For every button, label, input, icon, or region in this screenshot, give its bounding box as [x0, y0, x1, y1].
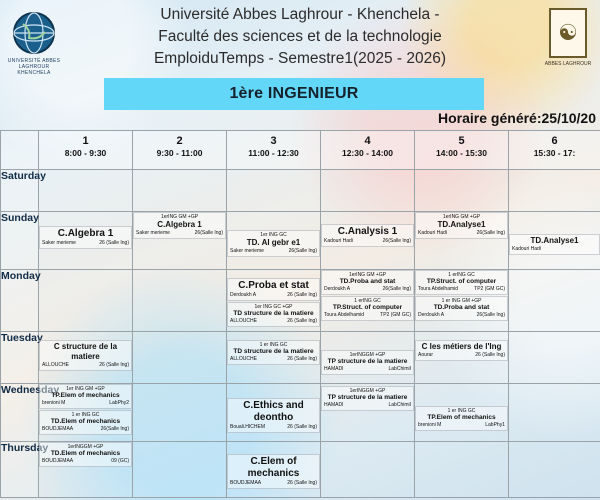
- event-block[interactable]: [415, 340, 508, 361]
- cell-sunday-4[interactable]: [321, 212, 415, 270]
- event-group: 1er ING GM +GP: [66, 386, 105, 392]
- event-block[interactable]: [227, 302, 320, 327]
- cell-tuesday-4[interactable]: [321, 332, 415, 384]
- event-teacher: brenioni M: [418, 422, 442, 428]
- event-teacher: Derdoukh A: [418, 312, 445, 318]
- event-teacher: HAMADI: [324, 366, 344, 372]
- event-room: 26(Salle Ing): [476, 230, 505, 236]
- event-room: 26(Salle Ing): [194, 230, 223, 236]
- title-line-3: EmploiduTemps - Semestre1(2025 - 2026): [153, 50, 447, 67]
- column-number: 1: [82, 135, 89, 147]
- event-teacher: Saker merieme: [136, 230, 170, 236]
- event-block[interactable]: [39, 340, 132, 371]
- event-block[interactable]: [321, 270, 414, 295]
- event-teacher: Toura Abdelhamid: [324, 312, 365, 318]
- cell-wednesday-5[interactable]: [415, 384, 509, 442]
- event-group: 1erINGGM +GP: [349, 388, 386, 394]
- event-title: C les métiers de l'Ing: [421, 342, 502, 351]
- cell-wednesday-1[interactable]: [39, 384, 133, 442]
- event-title: C.Ethics and deontho: [243, 400, 304, 423]
- event-room: 26 (Salle Ing): [287, 424, 317, 430]
- level-banner-label: 1ère INGENIEUR: [229, 85, 359, 102]
- event-group: 1erINGGM +GP: [67, 444, 104, 450]
- column-number: 2: [176, 135, 183, 147]
- event-teacher: Kadouri Hadi: [512, 246, 541, 252]
- event-teacher: brenioni M: [42, 400, 66, 406]
- event-group: 1er ING GC: [260, 232, 287, 238]
- event-block[interactable]: [227, 398, 320, 433]
- event-block[interactable]: [39, 442, 132, 467]
- event-teacher: Saker merieme: [230, 248, 264, 254]
- event-title: C.Analysis 1: [337, 226, 398, 237]
- crest-icon: ☯: [549, 8, 587, 58]
- cell-monday-6[interactable]: [509, 270, 600, 332]
- event-title: TD.Analyse1: [530, 236, 579, 245]
- column-number: 4: [364, 135, 371, 147]
- timetable-header-row: [1, 131, 600, 170]
- event-title: TP structure de la matiere: [327, 394, 408, 401]
- event-title: TD structure de la matiere: [233, 348, 314, 355]
- event-group: 1 erING GC: [448, 272, 475, 278]
- event-title: C.Algebra 1: [157, 220, 202, 229]
- event-room: LabPhy1: [485, 422, 505, 428]
- event-group: 1 er ING GC: [259, 342, 288, 348]
- event-room: TP2 (GM GC): [474, 286, 505, 292]
- event-teacher: BOUDJEMAA: [230, 480, 262, 486]
- cell-saturday-6[interactable]: [509, 170, 600, 212]
- cell-wednesday-6[interactable]: [509, 384, 600, 442]
- event-teacher: ALLOUCHE: [230, 318, 257, 324]
- cell-thursday-2[interactable]: [133, 442, 227, 498]
- corner-cell: [1, 131, 39, 170]
- title-line-2: Faculté des sciences et de la technologie: [158, 28, 442, 45]
- column-range: 9:30 - 11:00: [156, 148, 203, 158]
- cell-thursday-4[interactable]: [321, 442, 415, 498]
- column-range: 14:00 - 15:30: [435, 148, 488, 158]
- column-header-5: [415, 131, 509, 170]
- event-room: 26(Salle Ing): [288, 248, 317, 254]
- event-teacher: ALLOUCHE: [230, 356, 257, 362]
- event-block[interactable]: [321, 386, 414, 411]
- event-title: TD.Elem of mechanics: [50, 450, 121, 457]
- cell-thursday-3[interactable]: [227, 442, 321, 498]
- day-label-tuesday: Tuesday: [1, 332, 39, 384]
- university-logo-left: [4, 10, 64, 82]
- page-title: [70, 4, 530, 70]
- event-block[interactable]: [227, 454, 320, 489]
- event-room: 26(Salle Ing): [100, 426, 129, 432]
- university-logo-right-caption: ABBES LAGHROUR: [544, 61, 592, 67]
- event-title: TP.Elem of mechanics: [51, 392, 120, 399]
- column-header-2: [133, 131, 227, 170]
- cell-thursday-6[interactable]: [509, 442, 600, 498]
- day-label-thursday: Thursday: [1, 442, 39, 498]
- column-range: 15:30 - 17:: [533, 148, 576, 158]
- timetable-row-saturday: [1, 170, 600, 212]
- cell-monday-4[interactable]: [321, 270, 415, 332]
- event-title: C.Elem of mechanics: [247, 456, 300, 479]
- cell-monday-1[interactable]: [39, 270, 133, 332]
- event-title: TP structure de la matiere: [327, 358, 408, 365]
- day-label-monday: Monday: [1, 270, 39, 332]
- event-room: TP2 (GM GC): [380, 312, 411, 318]
- cell-thursday-1[interactable]: [39, 442, 133, 498]
- column-header-3: [227, 131, 321, 170]
- event-block[interactable]: [39, 226, 132, 249]
- event-group: 1 erING GC: [354, 298, 381, 304]
- event-title: TD. Al gebr e1: [246, 238, 301, 247]
- cell-saturday-5[interactable]: [415, 170, 509, 212]
- event-teacher: ALLOUCHE: [42, 362, 69, 368]
- timetable-row-wednesday: [1, 384, 600, 442]
- cell-sunday-1[interactable]: [39, 212, 133, 270]
- event-title: TD.Elem of mechanics: [50, 418, 121, 425]
- cell-wednesday-3[interactable]: [227, 384, 321, 442]
- title-line-1: Université Abbes Laghrour - Khenchela -: [160, 6, 440, 23]
- event-room: 26(Salle Ing): [382, 238, 411, 244]
- cell-tuesday-1[interactable]: [39, 332, 133, 384]
- event-group: 1 er ING GM +GP: [441, 298, 482, 304]
- event-room: LabPhy2: [109, 400, 129, 406]
- cell-sunday-3[interactable]: [227, 212, 321, 270]
- event-room: 09 (GC): [111, 458, 129, 464]
- event-group: 1 er ING GC: [71, 412, 100, 418]
- event-room: 26 (Salle Ing): [287, 356, 317, 362]
- university-logo-left-caption: UNIVERSITÉ ABBES LAGHROUR KHENCHELA: [7, 58, 61, 76]
- event-teacher: Kadouri Hadi: [418, 230, 447, 236]
- event-room: LabChimiI: [388, 366, 411, 372]
- column-number: 6: [551, 135, 558, 147]
- cell-tuesday-5[interactable]: [415, 332, 509, 384]
- page-header: [0, 0, 600, 126]
- event-title: C.Proba et stat: [238, 280, 309, 291]
- event-title: C structure de la matiere: [53, 342, 118, 361]
- cell-saturday-1[interactable]: [39, 170, 133, 212]
- event-block[interactable]: [39, 410, 132, 435]
- cell-tuesday-6[interactable]: [509, 332, 600, 384]
- cell-monday-3[interactable]: [227, 270, 321, 332]
- event-block[interactable]: [321, 350, 414, 375]
- event-room: 26 (Salle Ing): [287, 480, 317, 486]
- timetable-row-tuesday: [1, 332, 600, 384]
- event-group: 1erINGGM +GP: [349, 352, 386, 358]
- cell-tuesday-3[interactable]: [227, 332, 321, 384]
- level-banner: [104, 78, 484, 110]
- column-range: 11:00 - 12:30: [248, 148, 299, 158]
- event-room: 26 (Salle Ing): [287, 318, 317, 324]
- day-label-wednesday: Wednesday: [1, 384, 39, 442]
- event-group: 1erING GM +GP: [442, 214, 481, 220]
- event-block[interactable]: [509, 234, 600, 255]
- event-title: TD.Proba and stat: [433, 304, 490, 311]
- event-teacher: Aourar: [418, 352, 434, 358]
- column-range: 8:00 - 9:30: [64, 148, 107, 158]
- column-number: 3: [270, 135, 277, 147]
- column-range: 12:30 - 14:00: [341, 148, 394, 158]
- event-group: 1er ING GC +GP: [254, 304, 293, 310]
- globe-icon: [11, 10, 57, 56]
- event-room: 26 (Salle Ing): [99, 362, 129, 368]
- event-room: 26(Salle Ing): [382, 286, 411, 292]
- timetable-grid: [0, 130, 600, 498]
- cell-tuesday-2[interactable]: [133, 332, 227, 384]
- timetable-row-thursday: [1, 442, 600, 498]
- column-header-6: [509, 131, 600, 170]
- event-title: TP.Struct. of computer: [332, 304, 403, 311]
- event-block[interactable]: [133, 212, 226, 239]
- event-room: 26(Salle Ing): [476, 312, 505, 318]
- cell-saturday-4[interactable]: [321, 170, 415, 212]
- event-title: TP.Elem of mechanics: [427, 414, 496, 421]
- event-title: TD.Proba and stat: [339, 278, 396, 285]
- event-room: 26 (Salle Ing): [287, 292, 317, 298]
- event-teacher: Derdoukh A: [230, 292, 257, 298]
- event-teacher: Saker merieme: [42, 240, 76, 246]
- event-title: TP.Struct. of computer: [426, 278, 497, 285]
- event-block[interactable]: [39, 384, 132, 409]
- event-group: 1erING GM +GP: [160, 214, 199, 220]
- column-header-4: [321, 131, 415, 170]
- event-group: 1 er ING GC: [447, 408, 476, 414]
- cell-thursday-5[interactable]: [415, 442, 509, 498]
- event-block[interactable]: [415, 296, 508, 321]
- cell-saturday-2[interactable]: [133, 170, 227, 212]
- day-label-sunday: Sunday: [1, 212, 39, 270]
- cell-sunday-6[interactable]: [509, 212, 600, 270]
- event-block[interactable]: [227, 278, 320, 301]
- event-block[interactable]: [227, 230, 320, 257]
- cell-monday-5[interactable]: [415, 270, 509, 332]
- event-room: LabChimiI: [388, 402, 411, 408]
- generated-date: Horaire généré:25/10/20: [438, 110, 596, 126]
- event-group: 1erING GM +GP: [348, 272, 387, 278]
- event-title: TD structure de la matiere: [233, 310, 314, 317]
- cell-wednesday-2[interactable]: [133, 384, 227, 442]
- day-label-saturday: Saturday: [1, 170, 39, 212]
- column-number: 5: [458, 135, 465, 147]
- event-block[interactable]: [415, 406, 508, 431]
- event-block[interactable]: [321, 296, 414, 321]
- cell-sunday-5[interactable]: [415, 212, 509, 270]
- cell-monday-2[interactable]: [133, 270, 227, 332]
- event-teacher: BOUDJEMAA: [42, 458, 74, 464]
- event-teacher: Bouali.HICHEM: [230, 424, 266, 430]
- event-title: C.Algebra 1: [57, 228, 114, 239]
- event-room: 26 (Salle Ing): [99, 240, 129, 246]
- university-logo-right: [542, 8, 594, 86]
- cell-wednesday-4[interactable]: [321, 384, 415, 442]
- event-block[interactable]: [321, 224, 414, 247]
- timetable-row-sunday: [1, 212, 600, 270]
- cell-saturday-3[interactable]: [227, 170, 321, 212]
- event-teacher: HAMADI: [324, 402, 344, 408]
- event-teacher: Toura Abdelhamid: [418, 286, 459, 292]
- event-teacher: Kadouri Hadi: [324, 238, 353, 244]
- event-block[interactable]: [415, 212, 508, 239]
- column-header-1: [39, 131, 133, 170]
- cell-sunday-2[interactable]: [133, 212, 227, 270]
- event-block[interactable]: [227, 340, 320, 365]
- event-teacher: Derdoukh A: [324, 286, 351, 292]
- timetable-row-monday: [1, 270, 600, 332]
- event-block[interactable]: [415, 270, 508, 295]
- event-room: 26 (Salle Ing): [475, 352, 505, 358]
- event-title: TD.Analyse1: [437, 220, 486, 229]
- event-teacher: BOUDJEMAA: [42, 426, 74, 432]
